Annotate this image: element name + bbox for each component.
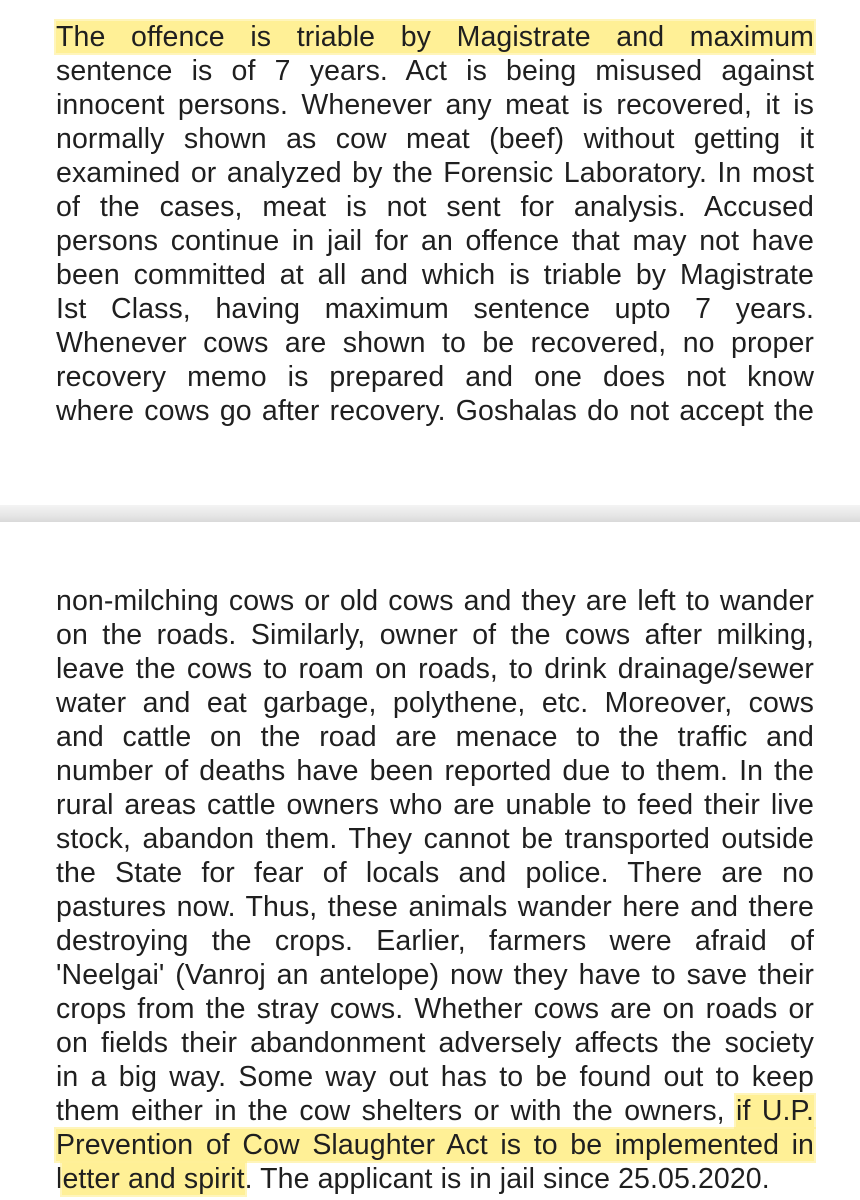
paragraph-top [56,20,814,428]
plain-text: them either in the cow shelters or with the owners, [56,1095,737,1127]
text-line: non-milching cows or old cows and they are left to wander [56,585,814,617]
text-line: sentence is of 7 years. Act is being misused against [56,55,814,87]
highlighted-text: The offence is triable by Magistrate and maximum [56,21,814,53]
text-line: pastures now. Thus, these animals wander here and there [56,891,814,923]
text-line: been committed at all and which is triable by Magistrate [56,259,814,291]
highlighted-text: Prevention of Cow Slaughter Act is to be implemented in [56,1129,814,1161]
paragraph-bottom [56,584,814,1196]
text-line: rural areas cattle owners who are unable to feed their live [56,789,814,821]
text-line: Whenever cows are shown to be recovered, no proper [56,327,814,359]
text-line: Ist Class, having maximum sentence upto 7 years. [56,293,814,325]
text-line: leave the cows to roam on roads, to drink drainage/sewer [56,653,814,685]
page-separator [0,505,860,522]
text-line: recovery memo is prepared and one does not know [56,361,814,393]
text-line [56,1094,814,1128]
plain-text: l [56,1163,63,1195]
text-line: in a big way. Some way out has to be found out to keep [56,1061,814,1093]
plain-text: . The applicant is in jail since 25.05.2020. [244,1163,770,1195]
text-line: on fields their abandonment adversely affects the society [56,1027,814,1059]
highlighted-text: if U.P. [736,1095,814,1127]
text-line: water and eat garbage, polythene, etc. Moreover, cows [56,687,814,719]
text-line: persons continue in jail for an offence that may not have [56,225,814,257]
text-line [56,20,814,54]
text-line: crops from the stray cows. Whether cows are on roads or [56,993,814,1025]
document-page-bottom [0,522,860,1200]
text-line: destroying the crops. Earlier, farmers were afraid of [56,925,814,957]
text-line: the State for fear of locals and police. There are no [56,857,814,889]
highlighted-text: etter and spirit [62,1163,245,1195]
text-line: innocent persons. Whenever any meat is recovered, it is [56,89,814,121]
text-line: 'Neelgai' (Vanroj an antelope) now they have to save their [56,959,814,991]
text-line: on the roads. Similarly, owner of the cows after milking, [56,619,814,651]
text-line: normally shown as cow meat (beef) without getting it [56,123,814,155]
text-line: and cattle on the road are menace to the traffic and [56,721,814,753]
text-line: number of deaths have been reported due to them. In the [56,755,814,787]
text-line: where cows go after recovery. Goshalas do not accept the [56,395,814,427]
text-line: stock, abandon them. They cannot be transported outside [56,823,814,855]
document-page-top [0,0,860,505]
text-line [56,1162,814,1196]
text-line: examined or analyzed by the Forensic Laboratory. In most [56,157,814,189]
text-line [56,1128,814,1162]
text-line: of the cases, meat is not sent for analysis. Accused [56,191,814,223]
